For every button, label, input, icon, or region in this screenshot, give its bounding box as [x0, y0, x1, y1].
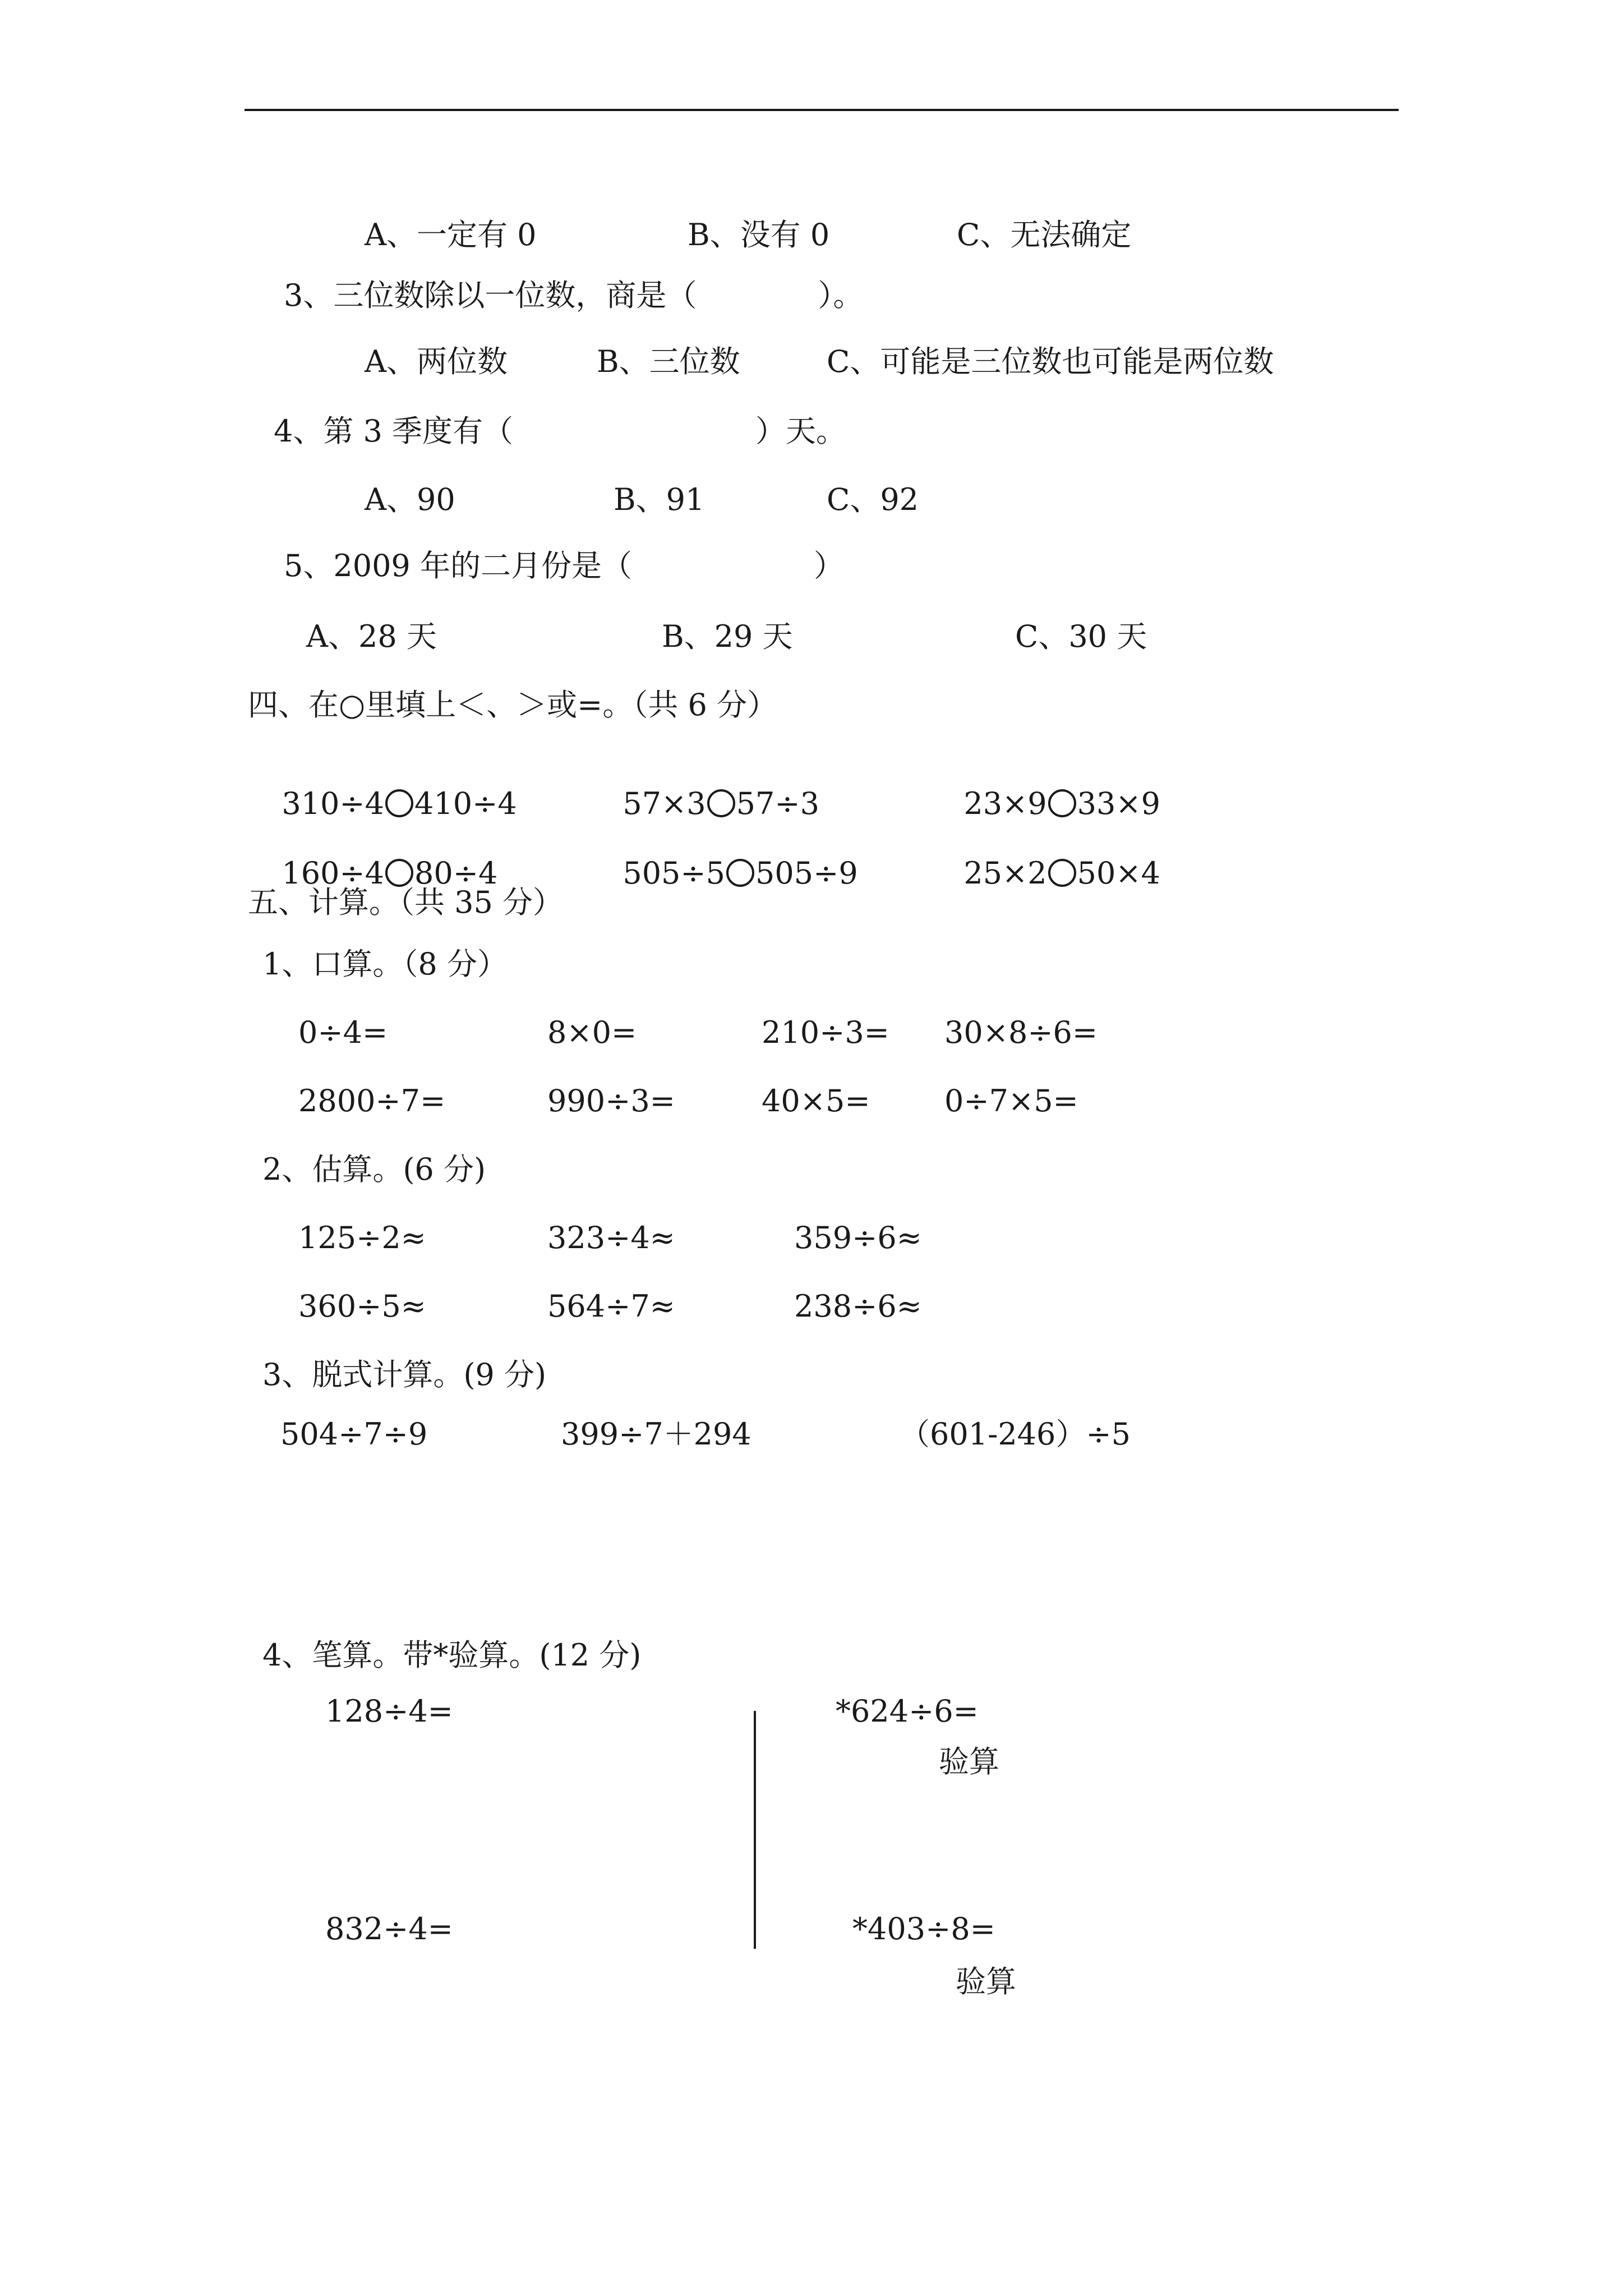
oral-item: 0÷4=: [298, 1015, 388, 1050]
q4-option-c: C、92: [827, 482, 919, 517]
compare-circle[interactable]: [1048, 789, 1076, 817]
estimate-item: 359÷6≈: [794, 1220, 922, 1255]
header-rule: [245, 109, 1399, 111]
oral-item: 8×0=: [547, 1015, 637, 1050]
compare-circle[interactable]: [707, 789, 735, 817]
compare-item: 310÷4 410÷4: [282, 786, 517, 821]
q4-question: 4、第 3 季度有（ ）天。: [274, 413, 847, 449]
oral-item: 0÷7×5=: [944, 1083, 1078, 1119]
written-item: *403÷8=: [852, 1911, 995, 1947]
divider-line: [754, 1711, 756, 1949]
oral-item: 40×5=: [762, 1083, 870, 1119]
compare-circle[interactable]: [385, 789, 413, 817]
oral-title: 1、口算。（8 分）: [262, 946, 508, 982]
compare-item: 160÷4 80÷4: [282, 855, 498, 891]
oral-item: 210÷3=: [762, 1015, 889, 1050]
q4-option-a: A、90: [365, 482, 455, 517]
oral-item: 990÷3=: [547, 1083, 675, 1119]
compare-item: 25×2 50×4: [963, 855, 1160, 891]
estimate-item: 125÷2≈: [298, 1220, 426, 1255]
written-item: 832÷4=: [325, 1911, 453, 1947]
compare-circle[interactable]: [1048, 859, 1076, 887]
estimate-item: 360÷5≈: [298, 1289, 426, 1324]
estimate-item: 323÷4≈: [547, 1220, 675, 1255]
stepwise-item: （601-246）÷5: [900, 1416, 1131, 1452]
q3-option-a: A、两位数: [365, 344, 508, 379]
section4-heading: 四、在○里填上＜、＞或=。（共 6 分）: [248, 687, 778, 723]
q5-option-b: B、29 天: [662, 619, 793, 654]
q2-option-c: C、无法确定: [957, 217, 1132, 252]
estimate-item: 238÷6≈: [794, 1289, 922, 1324]
q5-question: 5、2009 年的二月份是（ ）: [284, 548, 844, 583]
section5-heading: 五、计算。（共 35 分）: [248, 885, 564, 920]
q3-option-b: B、三位数: [597, 344, 740, 379]
q2-option-b: B、没有 0: [688, 217, 830, 252]
check-label: 验算: [956, 1964, 1016, 1999]
check-label: 验算: [939, 1744, 999, 1779]
stepwise-item: 504÷7÷9: [280, 1416, 428, 1452]
oral-item: 30×8÷6=: [944, 1015, 1098, 1050]
q2-option-a: A、一定有 0: [365, 217, 537, 252]
estimate-title: 2、估算。(6 分): [262, 1152, 486, 1187]
written-title: 4、笔算。带*验算。(12 分): [262, 1637, 642, 1673]
written-item: 128÷4=: [325, 1694, 453, 1729]
estimate-item: 564÷7≈: [547, 1289, 675, 1324]
q4-option-b: B、91: [614, 482, 705, 517]
compare-circle[interactable]: [385, 859, 413, 887]
written-item: *624÷6=: [836, 1694, 979, 1729]
q3-option-c: C、可能是三位数也可能是两位数: [827, 344, 1274, 379]
compare-circle[interactable]: [726, 859, 754, 887]
q5-option-c: C、30 天: [1015, 619, 1147, 654]
compare-item: 505÷5 505÷9: [623, 855, 858, 891]
compare-item: 57×3 57÷3: [623, 786, 819, 821]
q3-question: 3、三位数除以一位数，商是（ ）。: [284, 278, 864, 313]
stepwise-title: 3、脱式计算。(9 分): [262, 1357, 547, 1392]
stepwise-item: 399÷7＋294: [561, 1416, 751, 1452]
compare-item: 23×9 33×9: [963, 786, 1160, 821]
q5-option-a: A、28 天: [306, 619, 437, 654]
oral-item: 2800÷7=: [298, 1083, 446, 1119]
